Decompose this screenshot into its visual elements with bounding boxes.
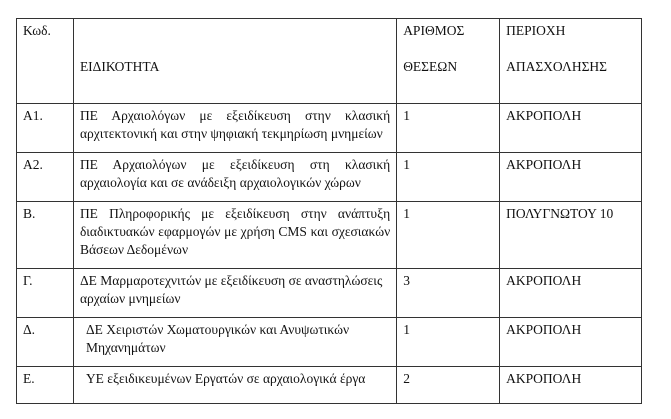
row-positions: 1 — [397, 153, 500, 202]
row-positions: 1 — [397, 202, 500, 269]
header-area-line2: ΑΠΑΣΧΟΛΗΣΗΣ — [506, 59, 608, 74]
row-positions: 3 — [397, 269, 500, 318]
row-specialty: ΠΕ Αρχαιολόγων με εξειδίκευση στην κλασική αρχιτεκτονική και στην ψηφιακή τεκμηρίωση μνημείων — [73, 104, 396, 153]
row-positions: 1 — [397, 104, 500, 153]
row-code: Α1. — [17, 104, 74, 153]
row-positions: 2 — [397, 367, 500, 404]
table-row — [17, 153, 642, 202]
table-row — [17, 104, 642, 153]
table-header-row — [17, 19, 642, 104]
row-area: ΑΚΡΟΠΟΛΗ — [500, 367, 642, 404]
row-code: Δ. — [17, 318, 74, 367]
row-code: Ε. — [17, 367, 74, 404]
row-specialty: ΔΕ Μαρμαροτεχνιτών με εξειδίκευση σε αναστηλώσεις αρχαίων μνημείων — [73, 269, 396, 318]
row-specialty: ΠΕ Αρχαιολόγων με εξειδίκευση στη κλασική αρχαιολογία και σε ανάδειξη αρχαιολογικών χώρων — [73, 153, 396, 202]
table-row — [17, 269, 642, 318]
header-area — [500, 19, 642, 104]
row-area: ΑΚΡΟΠΟΛΗ — [500, 318, 642, 367]
table-row — [17, 367, 642, 404]
table-row — [17, 318, 642, 367]
table-row — [17, 202, 642, 269]
positions-table — [16, 18, 642, 404]
header-specialty-label: ΕΙΔΙΚΟΤΗΤΑ — [79, 59, 160, 74]
row-area: ΑΚΡΟΠΟΛΗ — [500, 104, 642, 153]
row-area: ΑΚΡΟΠΟΛΗ — [500, 153, 642, 202]
row-specialty: ΔΕ Χειριστών Χωματουργικών και Ανυψωτικών Μηχανημάτων — [73, 318, 396, 367]
row-area: ΑΚΡΟΠΟΛΗ — [500, 269, 642, 318]
row-code: Β. — [17, 202, 74, 269]
row-code: Α2. — [17, 153, 74, 202]
header-positions-line1: ΑΡΙΘΜΟΣ — [403, 23, 465, 38]
header-code: Κωδ. — [17, 19, 74, 104]
header-positions — [397, 19, 500, 104]
header-specialty — [73, 19, 396, 104]
row-positions: 1 — [397, 318, 500, 367]
header-area-line1: ΠΕΡΙΟΧΗ — [506, 23, 566, 38]
header-positions-line2: ΘΕΣΕΩΝ — [403, 59, 458, 74]
row-area: ΠΟΛΥΓΝΩΤΟΥ 10 — [500, 202, 642, 269]
row-code: Γ. — [17, 269, 74, 318]
row-specialty: ΠΕ Πληροφορικής με εξειδίκευση στην ανάπτυξη διαδικτυακών εφαρμογών με χρήση CMS και σχεσιακών Βάσεων Δεδομένων — [73, 202, 396, 269]
row-specialty: ΥΕ εξειδικευμένων Εργατών σε αρχαιολογικά έργα — [73, 367, 396, 404]
